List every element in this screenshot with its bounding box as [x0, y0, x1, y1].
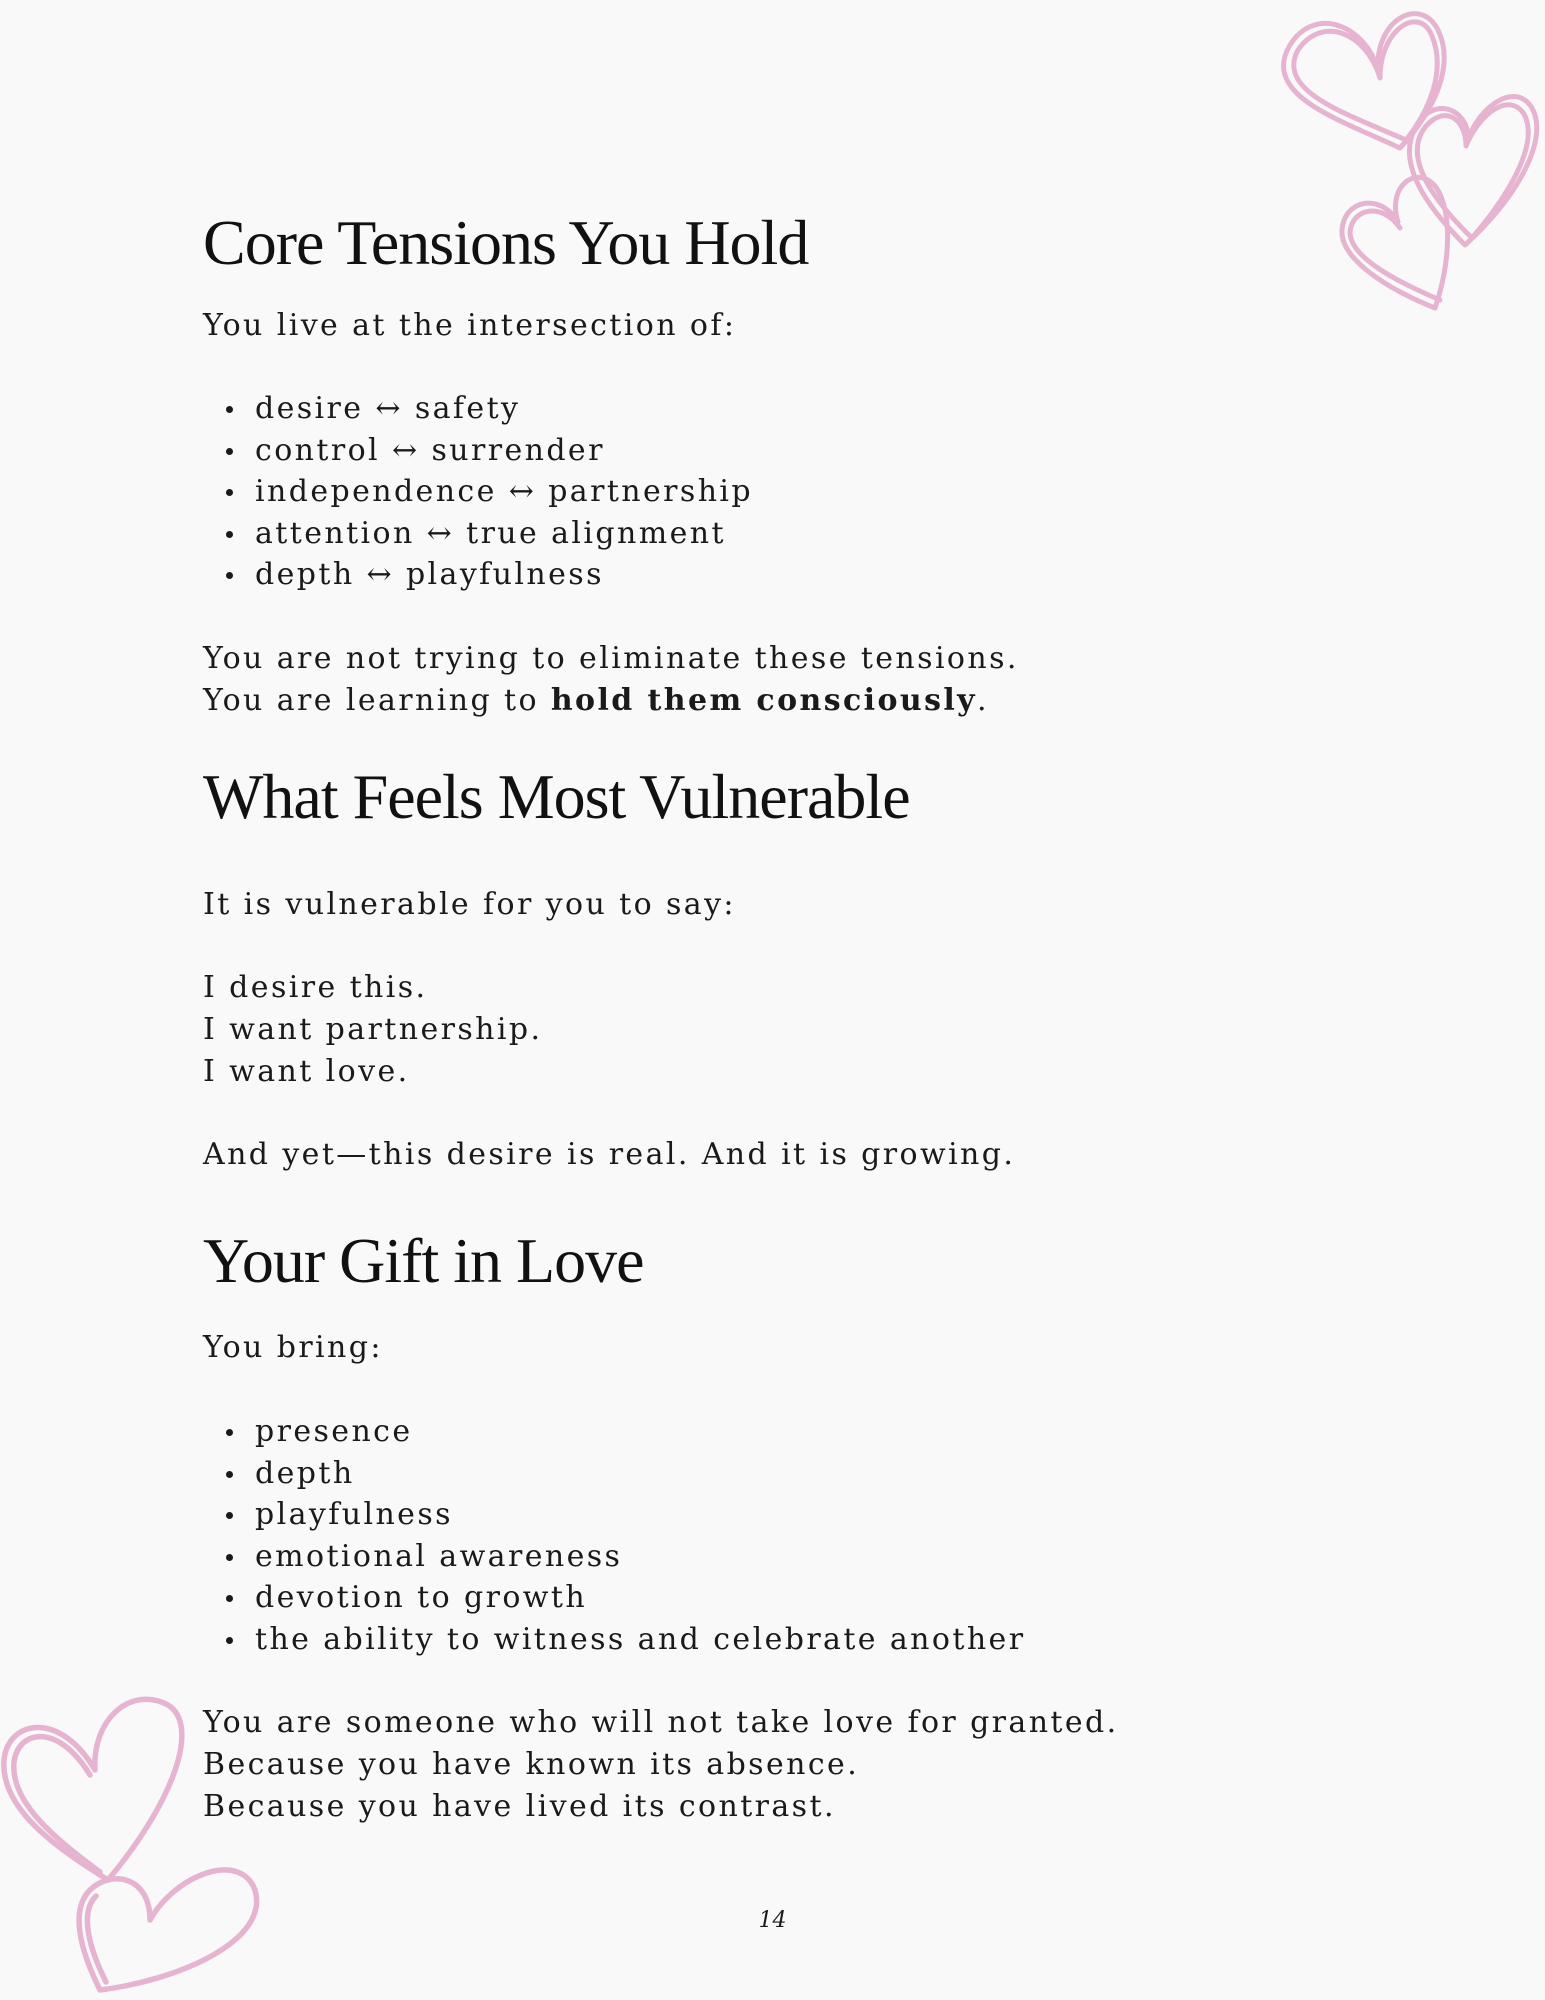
vulnerable-line: I want partnership.	[203, 1012, 543, 1047]
emphasis-text: hold them consciously	[550, 683, 978, 718]
tensions-closing-line-1: You are not trying to eliminate these tensions.	[203, 641, 1019, 676]
closing-text: You are learning to	[203, 683, 551, 718]
hearts-decoration-top-icon	[1270, 0, 1545, 320]
list-item: control ↔ surrender	[203, 430, 753, 472]
list-item: presence	[203, 1411, 1025, 1453]
vulnerable-line: I want love.	[203, 1054, 410, 1089]
list-item: independence ↔ partnership	[203, 471, 753, 513]
list-item: playfulness	[203, 1494, 1025, 1536]
vulnerable-line: I desire this.	[203, 970, 428, 1005]
gift-closing-line: Because you have lived its contrast.	[203, 1789, 836, 1824]
gift-intro: You bring:	[203, 1330, 383, 1365]
gift-closing-line: You are someone who will not take love for granted.	[203, 1705, 1119, 1740]
gift-closing-line: Because you have known its absence.	[203, 1747, 860, 1782]
list-item: desire ↔ safety	[203, 388, 753, 430]
section-title-core-tensions: Core Tensions You Hold	[203, 207, 809, 278]
list-item: depth ↔ playfulness	[203, 554, 753, 596]
page-number: 14	[758, 1908, 787, 1933]
list-item: emotional awareness	[203, 1536, 1025, 1578]
list-item: devotion to growth	[203, 1577, 1025, 1619]
section-title-vulnerable: What Feels Most Vulnerable	[203, 761, 910, 832]
tensions-closing-line-2	[203, 680, 989, 722]
section-title-gift: Your Gift in Love	[203, 1225, 644, 1296]
tensions-intro: You live at the intersection of:	[203, 308, 737, 343]
list-item: depth	[203, 1453, 1025, 1495]
vulnerable-closing: And yet—this desire is real. And it is growing.	[203, 1137, 1016, 1172]
gift-list	[203, 1411, 1025, 1661]
vulnerable-intro: It is vulnerable for you to say:	[203, 887, 736, 922]
tensions-list	[203, 388, 753, 596]
list-item: the ability to witness and celebrate another	[203, 1619, 1025, 1661]
closing-period: .	[977, 683, 989, 718]
list-item: attention ↔ true alignment	[203, 513, 753, 555]
